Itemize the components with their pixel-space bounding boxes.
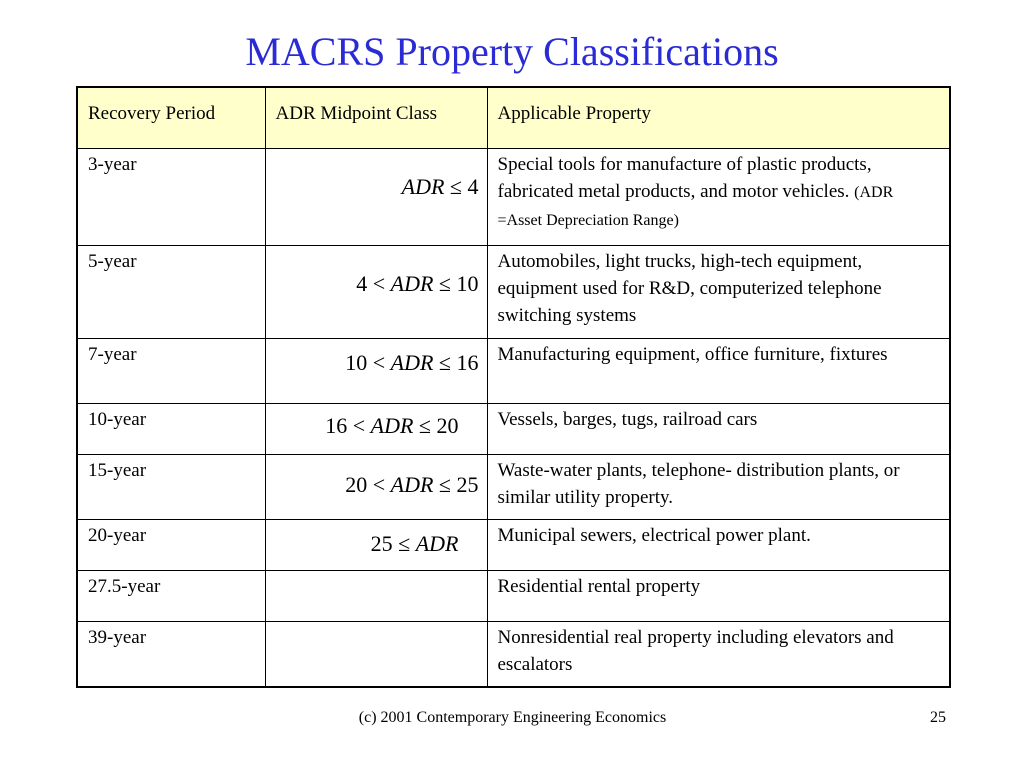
adr-suffix: ≤ 25 [433,472,479,497]
header-applicable-property: Applicable Property [487,87,950,149]
adr-class-cell [265,404,487,455]
recovery-period-cell: 15-year [77,455,265,520]
macrs-table [76,86,951,688]
page-number: 25 [930,709,946,726]
applicable-property-cell: Nonresidential real property including elevators and escalators [487,622,950,687]
table-header-row [77,87,950,149]
header-adr-midpoint-class: ADR Midpoint Class [265,87,487,149]
applicable-property-cell: Residential rental property [487,571,950,622]
adr-class-cell [265,622,487,687]
applicable-property-cell: Municipal sewers, electrical power plant. [487,520,950,571]
adr-variable: ADR [390,350,434,375]
adr-prefix: 20 < [345,472,391,497]
applicable-property-cell: Vessels, barges, tugs, railroad cars [487,404,950,455]
adr-prefix: 25 ≤ [370,531,416,556]
recovery-period-cell: 5-year [77,246,265,339]
applicable-property-cell: Manufacturing equipment, office furniture, fixtures [487,339,950,404]
table-row [77,404,950,455]
table-row [77,571,950,622]
recovery-period-cell: 20-year [77,520,265,571]
adr-class-cell [265,246,487,339]
adr-definition-note: (ADR =Asset Depreciation Range) [497,184,894,229]
table-row [77,520,950,571]
adr-variable: ADR [370,413,414,438]
table-row [77,339,950,404]
adr-class-cell [265,520,487,571]
adr-prefix: 16 < [325,413,371,438]
header-recovery-period: Recovery Period [77,87,265,149]
adr-class-cell [265,455,487,520]
adr-variable: ADR [390,472,434,497]
footer-copyright: (c) 2001 Contemporary Engineering Economics [358,709,667,726]
adr-suffix: ≤ 10 [433,271,479,296]
recovery-period-cell: 7-year [77,339,265,404]
recovery-period-cell: 3-year [77,149,265,246]
table-row [77,455,950,520]
adr-suffix: ≤ 4 [444,174,479,199]
adr-class-cell [265,149,487,246]
adr-prefix: 10 < [345,350,391,375]
adr-suffix: ≤ 20 [413,413,459,438]
table-row [77,246,950,339]
applicable-property-cell: Waste-water plants, telephone- distribution plants, or similar utility property. [487,455,950,520]
table-row [77,149,950,246]
applicable-property-cell [487,149,950,246]
adr-prefix: 4 < [356,271,391,296]
recovery-period-cell: 27.5-year [77,571,265,622]
adr-suffix: ≤ 16 [433,350,479,375]
adr-variable: ADR [401,174,445,199]
adr-variable: ADR [390,271,434,296]
adr-class-cell [265,571,487,622]
property-text: Special tools for manufacture of plastic products, fabricated metal products, and motor vehicles. [497,154,872,202]
table-row [77,622,950,687]
adr-variable: ADR [415,531,459,556]
applicable-property-cell: Automobiles, light trucks, high-tech equipment, equipment used for R&D, computerized telephone switching systems [487,246,950,339]
recovery-period-cell: 10-year [77,404,265,455]
slide-title: MACRS Property Classifications [245,29,779,74]
recovery-period-cell: 39-year [77,622,265,687]
adr-class-cell [265,339,487,404]
